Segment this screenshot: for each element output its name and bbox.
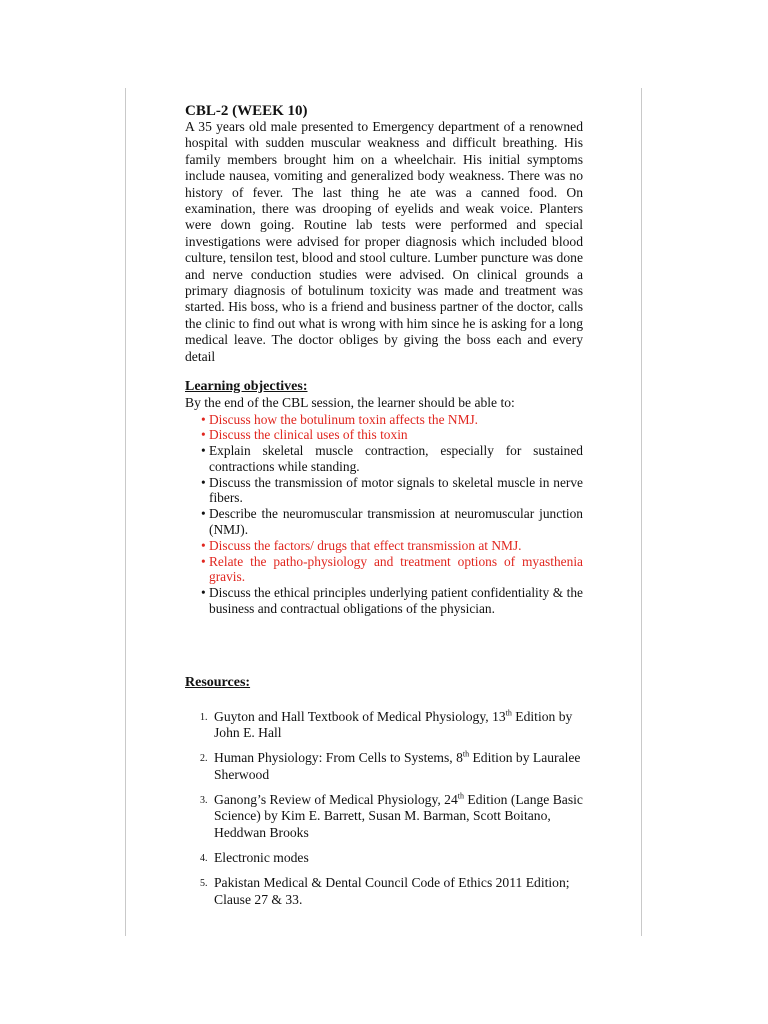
resource-item: 1. Guyton and Hall Textbook of Medical Physiology, 13th Edition by John E. Hall [200,708,573,741]
objective-item: • Describe the neuromuscular transmission at neuromuscular junction (NMJ). [201,506,583,538]
resource-item: 5. Pakistan Medical & Dental Council Code of Ethics 2011 Edition; Clause 27 & 33. [200,875,570,907]
resources-list [185,709,583,908]
bullet-icon: • [201,537,206,553]
objectives-list [185,412,583,617]
bullet-icon: • [201,474,206,490]
bullet-icon: • [201,553,206,569]
objective-item: • Discuss the clinical uses of this toxin [201,427,408,443]
objective-item: • Relate the patho-physiology and treatment options of myasthenia gravis. [201,553,583,585]
objective-item: • Discuss how the botulinum toxin affects the NMJ. [201,411,479,427]
learning-objectives-intro: By the end of the CBL session, the learner should be able to: [185,395,515,411]
objective-item: • Explain skeletal muscle contraction, especially for sustained contractions while standing. [201,443,583,474]
resource-item: 3. Ganong’s Review of Medical Physiology, 24th Edition (Lange Basic Science) by Kim E. Barrett, Susan M. Barman, Scott Boitano, Heddwan Brooks [200,791,583,840]
learning-objectives-heading: Learning objectives: [185,379,308,395]
resources-section [185,675,583,908]
bullet-icon: • [201,506,206,522]
objective-item: • Discuss the factors/ drugs that effect transmission at NMJ. [201,537,522,553]
objective-item: • Discuss the ethical principles underlying patient confidentiality & the business and contractual obligations of the physician. [201,585,583,617]
page-right-border [641,88,642,936]
bullet-icon: • [201,443,206,459]
objective-item: • Discuss the transmission of motor signals to skeletal muscle in nerve fibers. [201,474,583,506]
resources-heading: Resources: [185,674,251,690]
learning-objectives-section [185,379,583,617]
document-title: CBL-2 (WEEK 10) [185,103,308,119]
document-body [185,103,583,917]
bullet-icon: • [201,411,206,427]
bullet-icon: • [201,427,206,443]
resource-item: 4. Electronic modes [200,849,309,865]
page-left-border [125,88,126,936]
case-description: A 35 years old male presented to Emergency department of a renowned hospital with sudden muscular weakness and difficult breathing. His family members brought him on a wheelchair. His initial symptoms include nausea, vomiting and generalized body weakness. There was no history of fever. The last thing he ate was a canned food. On examination, there was drooping of eyelids and weak voice. Planters were down going. Routine lab tests were performed and special investigations were advised for proper diagnosis which included blood culture, tensilon test, blood and stool culture. Lumber puncture was done and nerve conduction studies were advised. On clinical grounds a primary diagnosis of botulinum toxicity was made and treatment was started. His boss, who is a friend and business partner of the doctor, calls the clinic to find out what is wrong with him since he is asking for a long medical leave. The doctor obliges by giving the boss each and every detail [185,119,583,364]
resource-item: 2. Human Physiology: From Cells to Systems, 8th Edition by Lauralee Sherwood [200,749,581,782]
bullet-icon: • [201,585,206,601]
